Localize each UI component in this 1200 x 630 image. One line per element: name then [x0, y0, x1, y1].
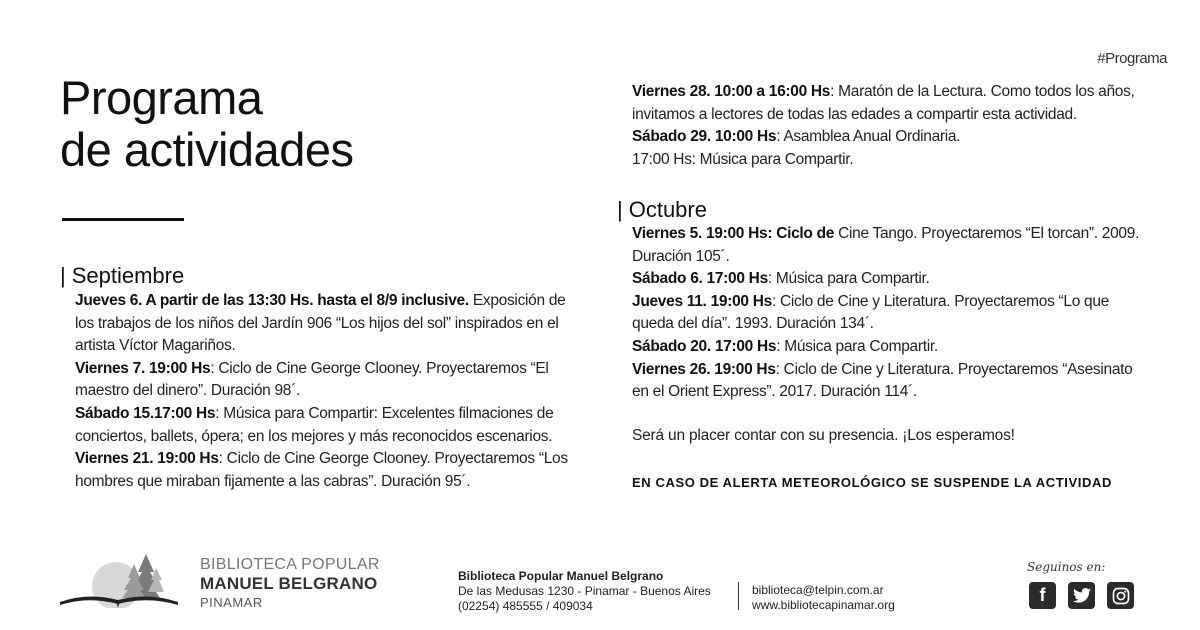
org-city: PINAMAR — [200, 595, 263, 610]
footer-divider — [738, 582, 739, 610]
event-text: : Maratón de la Lectura. Como todos los años, invitamos a lectores de todas las edades a compartir esta actividad. — [632, 83, 1135, 123]
title-line-2: de actividades — [60, 123, 354, 176]
web-info — [752, 583, 895, 613]
event-text: : Música para Compartir: Excelentes filmaciones de conciertos, ballets, ópera; en los mejores y más reconocidos escenarios. — [75, 404, 554, 445]
event-text: : Asamblea Anual Ordinaria. — [776, 128, 961, 146]
contact-phone: (02254) 485555 / 409034 — [458, 599, 593, 613]
facebook-icon[interactable] — [1029, 582, 1056, 609]
event-entry — [632, 336, 1152, 359]
september-list — [75, 290, 575, 493]
event-text: : Ciclo de Cine George Clooney. Proyectaremos “El maestro del dinero”. Duración 98´. — [75, 359, 549, 400]
event-date: Viernes 5. 19:00 Hs: Ciclo de — [632, 225, 835, 242]
contact-info — [458, 569, 711, 614]
instagram-icon[interactable] — [1107, 582, 1134, 609]
event-date: Sábado 6. 17:00 Hs — [632, 270, 768, 288]
event-entry — [632, 291, 1152, 336]
heading-bar: | — [60, 263, 66, 288]
contact-name: Biblioteca Popular Manuel Belgrano — [458, 569, 664, 583]
org-name-line-1: BIBLIOTECA POPULAR — [200, 556, 380, 573]
event-entry — [632, 81, 1152, 126]
event-entry — [75, 290, 575, 358]
event-entry — [75, 403, 575, 448]
september-continued-list — [632, 81, 1152, 171]
page-title — [60, 72, 353, 176]
org-name-line-2: MANUEL BELGRANO — [200, 574, 378, 593]
event-date: Sábado 20. 17:00 Hs — [632, 337, 777, 355]
email-link[interactable]: biblioteca@telpin.com.ar — [752, 583, 884, 597]
month-heading-september — [60, 263, 184, 289]
follow-label: Seguinos en: — [1027, 560, 1106, 574]
event-date: Viernes 26. 19:00 Hs — [632, 360, 776, 378]
title-line-1: Programa — [60, 71, 263, 124]
open-book-trees-icon — [58, 552, 182, 613]
event-entry — [632, 223, 1152, 268]
hashtag: #Programa — [1097, 50, 1167, 67]
heading-bar: | — [617, 197, 623, 222]
event-date: Jueves 11. 19:00 Hs — [632, 292, 772, 310]
closing-message: Será un placer contar con su presencia. ¡Los esperamos! — [632, 427, 1015, 444]
event-text: : Ciclo de Cine y Literatura. Proyectaremos “Lo que queda del día”. 1993. Duración 134´. — [632, 292, 1110, 333]
event-date: Viernes 7. 19:00 Hs — [75, 359, 211, 377]
month-label: Septiembre — [71, 263, 185, 288]
facebook-glyph: f — [1039, 585, 1046, 605]
event-date: Viernes 28. 10:00 a 16:00 Hs — [632, 83, 831, 100]
event-entry — [632, 126, 1152, 149]
event-entry — [75, 448, 575, 493]
weather-alert-notice: EN CASO DE ALERTA METEOROLÓGICO SE SUSPENDE LA ACTIVIDAD — [632, 475, 1112, 490]
event-text: 17:00 Hs: Música para Compartir. — [632, 150, 854, 168]
event-text: Cine Tango. Proyectaremos “El torcan”. 2009. Duración 105´. — [632, 225, 1140, 265]
event-entry — [632, 268, 1152, 291]
event-date: Jueves 6. A partir de las 13:30 Hs. hasta el 8/9 inclusive. — [75, 292, 469, 309]
event-text: Exposición de los trabajos de los niños del Jardín 906 “Los hijos del sol” inspirados en el artista Víctor Magariños. — [75, 292, 566, 355]
month-label: Octubre — [628, 197, 707, 222]
month-heading-october — [617, 197, 707, 223]
website-link[interactable]: www.bibliotecapinamar.org — [752, 598, 895, 612]
contact-address: De las Medusas 1230 - Pinamar - Buenos Aires — [458, 584, 711, 598]
event-date: Sábado 29. 10:00 Hs — [632, 128, 777, 146]
event-entry — [632, 359, 1152, 404]
event-text: : Música para Compartir. — [776, 337, 938, 355]
event-text: : Ciclo de Cine y Literatura. Proyectaremos “Asesinato en el Orient Express”. 2017. Duración 114´. — [632, 360, 1133, 401]
event-entry — [632, 149, 1152, 172]
october-list — [632, 223, 1152, 404]
event-entry — [75, 358, 575, 403]
event-date: Sábado 15.17:00 Hs — [75, 404, 216, 422]
event-text: : Música para Compartir. — [767, 270, 930, 288]
event-date: Viernes 21. 19:00 Hs — [75, 450, 219, 468]
event-text: : Ciclo de Cine George Clooney. Proyectaremos “Los hombres que miraban fijamente a las cabras”. Duración 95´. — [75, 450, 568, 490]
twitter-icon[interactable] — [1068, 582, 1095, 609]
title-underline — [62, 218, 184, 221]
